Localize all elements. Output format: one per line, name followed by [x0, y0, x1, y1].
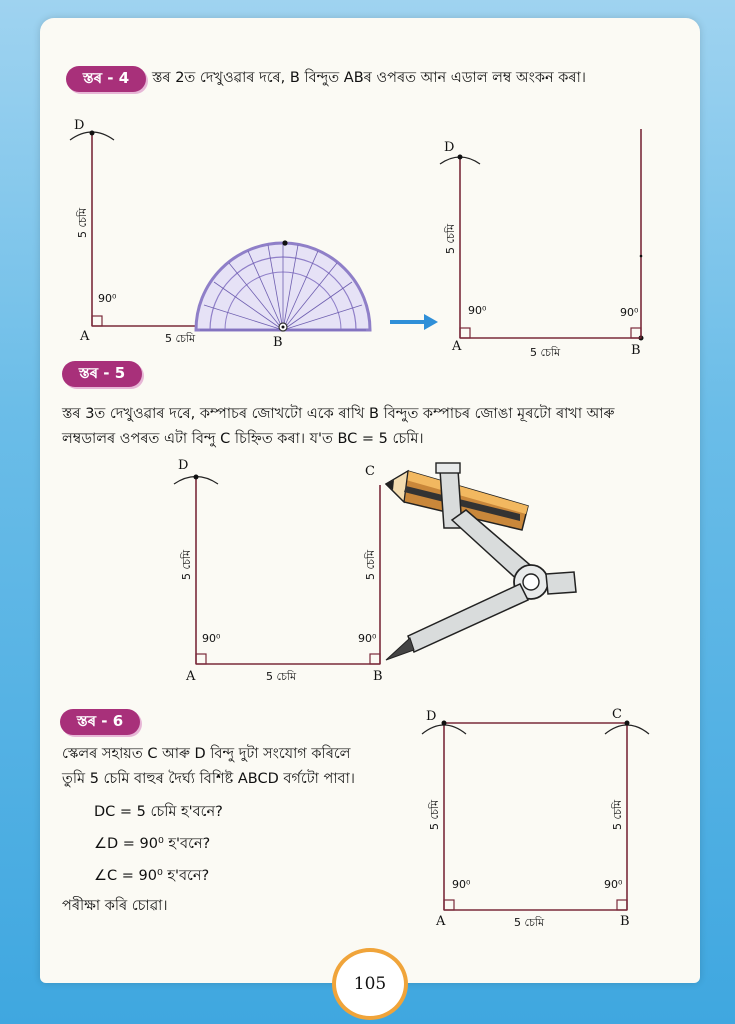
step-6-badge: স্তৰ - 6 — [60, 709, 140, 735]
label-side-bc: 5 চেমি — [364, 549, 377, 580]
label-angle: 90⁰ — [358, 632, 377, 645]
label-side-bc: 5 চেমি — [611, 799, 624, 830]
label-angle: 90⁰ — [620, 306, 639, 319]
label-D: D — [426, 709, 437, 724]
label-angle: 90⁰ — [468, 304, 487, 317]
label-side-ad: 5 চেমি — [444, 223, 457, 254]
label-angle: 90⁰ — [98, 292, 117, 305]
step-4-badge: স্তৰ - 4 — [66, 66, 146, 92]
step-6-text-line1: স্কেলৰ সহায়ত C আৰু D বিন্দু দুটা সংযোগ কৰিলে — [62, 746, 351, 762]
label-A: A — [452, 339, 462, 354]
step-5-badge: স্তৰ - 5 — [62, 361, 142, 387]
step-5-text-line2: লম্বডালৰ ওপৰত এটা বিন্দু C চিহ্নিত কৰা। য'ত BC = 5 চেমি। — [62, 431, 424, 447]
step-4-text: স্তৰ 2ত দেখুওৱাৰ দৰে, B বিন্দুত ABৰ ওপৰত আন এডাল লম্ব অংকন কৰা। — [152, 70, 586, 86]
label-side-ab: 5 চেমি — [266, 670, 297, 683]
step-6-text-line2: তুমি 5 চেমি বাহুৰ দৈৰ্ঘ্য বিশিষ্ট ABCD বৰ্গটো পাবা। — [62, 771, 355, 787]
label-B: B — [273, 335, 283, 350]
check-dc: DC = 5 চেমি হ'বনে? — [94, 804, 223, 820]
step-5-text-line1: স্তৰ 3ত দেখুওৱাৰ দৰে, কম্পাচৰ জোখটো একে ৰাখি B বিন্দুত কম্পাচৰ জোঙা মূৰটো ৰাখা আৰু — [62, 406, 615, 422]
label-side-ad: 5 চেমি — [428, 799, 441, 830]
label-D: D — [444, 140, 455, 155]
step-6-closing: পৰীক্ষা কৰি চোৱা। — [62, 898, 168, 914]
check-angle-d: ∠D = 90⁰ হ'বনে? — [94, 836, 211, 852]
check-angle-c: ∠C = 90⁰ হ'বনে? — [94, 868, 210, 884]
label-side-ab: 5 চেমি — [514, 916, 545, 929]
label-B: B — [620, 914, 630, 929]
label-side-ad: 5 চেমি — [180, 549, 193, 580]
label-angle: 90⁰ — [604, 878, 623, 891]
page-number: 105 — [332, 948, 408, 1020]
label-D: D — [178, 458, 189, 473]
label-side-ad: 5 চেমি — [76, 207, 89, 238]
label-D: D — [74, 118, 85, 133]
label-A: A — [186, 669, 196, 684]
label-A: A — [436, 914, 446, 929]
label-angle: 90⁰ — [202, 632, 221, 645]
label-angle: 90⁰ — [452, 878, 471, 891]
label-side-ab: 5 চেমি — [165, 332, 196, 345]
label-A: A — [80, 329, 90, 344]
label-B: B — [373, 669, 383, 684]
label-side-ab: 5 চেমি — [530, 346, 561, 359]
label-B: B — [631, 343, 641, 358]
label-C: C — [365, 464, 375, 479]
label-C: C — [612, 707, 622, 722]
